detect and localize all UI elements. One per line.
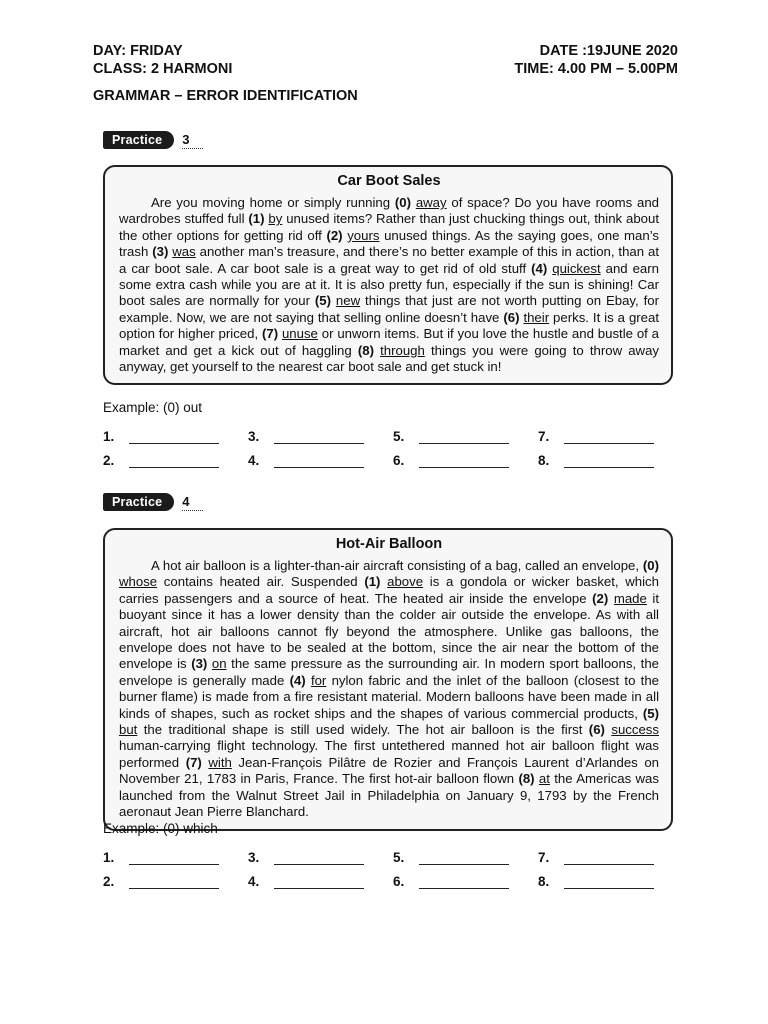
question-number: (1) — [364, 574, 381, 590]
underlined-word: on — [211, 656, 227, 672]
passage-text: is a gondola or wicker basket, which carries passengers and a source of heat. The heated air inside the envelope — [119, 574, 659, 606]
passage-body — [119, 558, 659, 821]
answer-blanks — [103, 420, 683, 468]
answer-number: 6. — [393, 874, 405, 889]
practice-number: 3 — [182, 132, 203, 149]
answer-item — [103, 841, 248, 865]
passage-text: A hot air balloon is a lighter-than-air aircraft consisting of a bag, called an envelope, — [151, 558, 643, 573]
time-label: TIME: 4.00 PM – 5.00PM — [514, 61, 678, 77]
passage-text: of space? Do you have rooms and wardrobes stuffed full — [119, 195, 659, 227]
passage-text: contains heated air. Suspended — [157, 574, 365, 590]
answer-blank-line[interactable] — [564, 429, 654, 444]
passage-text: unused things. As the saying goes, one man’s trash — [119, 227, 659, 260]
answer-number: 3. — [248, 429, 260, 444]
answer-number: 8. — [538, 453, 550, 468]
question-number: (4) — [531, 260, 548, 276]
answer-blank-line[interactable] — [129, 874, 219, 889]
question-number: (1) — [248, 211, 265, 227]
day-label: DAY: FRIDAY — [93, 43, 183, 59]
passage-text: things you were going to throw away anyway, get yourself to the nearest car boot sale and get stuck in! — [119, 342, 659, 375]
underlined-word: quickest — [552, 260, 601, 276]
example-answer: Example: (0) which — [103, 821, 218, 836]
answer-blank-line[interactable] — [419, 453, 509, 468]
underlined-word: above — [387, 574, 424, 590]
answer-blank-line[interactable] — [564, 850, 654, 865]
answer-item — [393, 420, 538, 444]
question-number: (0) — [642, 558, 659, 573]
passage-text: unused items? Rather than just chucking things out, think about the other options for getting rid off — [119, 211, 659, 243]
underlined-word: with — [208, 754, 232, 770]
underlined-word: unuse — [281, 326, 318, 342]
question-number: (2) — [592, 590, 609, 606]
passage-text: it buoyant since it has a lower density than the colder air outside the envelope. As with all aircraft, hot air balloons cannot fly beyond the atmosphere. Unlike gas balloons, the envelope does not have to be sealed at the bottom, since the air near the bottom of the envelope is — [119, 590, 660, 672]
answer-row — [103, 841, 683, 865]
answer-item — [393, 865, 538, 889]
answer-item — [538, 841, 683, 865]
answer-item — [538, 420, 683, 444]
question-number: (2) — [326, 227, 343, 243]
passage-text: human-carrying flight technology. The first untethered manned hot air balloon flight was performed — [119, 738, 659, 770]
answer-number: 2. — [103, 453, 115, 468]
answer-number: 2. — [103, 874, 115, 889]
passage-text: the traditional shape is still used widely. The hot air balloon is the first — [137, 722, 589, 738]
underlined-word: by — [268, 211, 283, 227]
answer-item — [103, 444, 248, 468]
question-number: (3) — [152, 244, 169, 260]
subject-title: GRAMMAR – ERROR IDENTIFICATION — [93, 88, 358, 104]
header — [93, 42, 678, 78]
answer-number: 5. — [393, 850, 405, 865]
answer-blank-line[interactable] — [274, 453, 364, 468]
answer-blank-line[interactable] — [274, 429, 364, 444]
answer-number: 5. — [393, 429, 405, 444]
question-number: (5) — [642, 705, 659, 721]
answer-item — [393, 841, 538, 865]
answer-number: 3. — [248, 850, 260, 865]
answer-number: 1. — [103, 429, 115, 444]
example-answer: Example: (0) out — [103, 400, 203, 415]
passage-text: the Americas was launched from the Walnut Street Jail in Philadelphia on January 9, 1793 by the French aeronaut Jean Pierre Blanchard. — [119, 771, 659, 820]
answer-row — [103, 420, 683, 444]
question-number: (7) — [185, 754, 202, 770]
passage-paragraph — [119, 195, 659, 375]
answer-item — [248, 420, 393, 444]
answer-blank-line[interactable] — [419, 429, 509, 444]
answer-item — [248, 444, 393, 468]
date-label: DATE :19JUNE 2020 — [539, 43, 678, 59]
answer-number: 4. — [248, 874, 260, 889]
passage-text: nylon fabric and the inlet of the balloon (closest to the burner flame) is made from a fire resistant material. Modern balloons have been made in all kinds of shapes, such as rocket ships and the shapes of various commercial products, — [119, 672, 659, 721]
answer-blank-line[interactable] — [419, 874, 509, 889]
underlined-word: for — [310, 672, 327, 688]
underlined-word: success — [611, 722, 659, 738]
passage-paragraph — [119, 558, 659, 821]
answer-number: 7. — [538, 850, 550, 865]
answer-row — [103, 444, 683, 468]
underlined-word: away — [415, 195, 447, 210]
hot-air-balloon-passage — [103, 528, 673, 831]
underlined-word: yours — [347, 227, 380, 243]
practice-4-heading — [103, 493, 203, 511]
answer-number: 4. — [248, 453, 260, 468]
answer-blank-line[interactable] — [564, 874, 654, 889]
answer-item — [248, 865, 393, 889]
question-number: (7) — [261, 326, 279, 342]
question-number: (3) — [191, 656, 208, 672]
passage-text: things that just are not worth putting on Ebay, for example. Now, we are not saying that selling online doesn’t have — [119, 293, 659, 325]
underlined-word: whose — [119, 574, 158, 590]
answer-item — [538, 865, 683, 889]
answer-item — [103, 420, 248, 444]
passage-text: the same pressure as the surrounding air. In modern sport balloons, the envelope is generally made — [119, 656, 659, 688]
passage-text: or unworn items. But if you love the hustle and bustle of a market and get a kick out of haggling — [119, 326, 659, 358]
answer-blanks — [103, 841, 683, 889]
question-number: (8) — [518, 771, 535, 787]
underlined-word: at — [538, 771, 550, 787]
practice-badge: Practice — [103, 493, 174, 511]
question-number: (6) — [588, 722, 605, 738]
practice-3-heading — [103, 131, 203, 149]
answer-number: 1. — [103, 850, 115, 865]
passage-title: Car Boot Sales — [337, 173, 441, 189]
answer-number: 7. — [538, 429, 550, 444]
passage-body — [119, 195, 659, 375]
answer-blank-line[interactable] — [419, 850, 509, 865]
header-row-1 — [93, 42, 678, 60]
answer-blank-line[interactable] — [564, 453, 654, 468]
passage-text: and earn some extra cash while you are at it. It is also pretty fun, especially if the sun is shining! Car boot sales are normally for your — [119, 260, 659, 309]
underlined-word: was — [172, 244, 196, 260]
answer-item — [393, 444, 538, 468]
passage-text: Are you moving home or simply running — [151, 195, 395, 210]
passage-text: perks. It is a great option for higher priced, — [119, 309, 659, 342]
practice-badge: Practice — [103, 131, 174, 149]
answer-number: 8. — [538, 874, 550, 889]
underlined-word: their — [523, 309, 550, 325]
question-number: (5) — [314, 293, 331, 309]
underlined-word: new — [335, 293, 361, 309]
practice-number: 4 — [182, 494, 203, 511]
answer-item — [538, 444, 683, 468]
answer-item — [103, 865, 248, 889]
answer-blank-line[interactable] — [274, 850, 364, 865]
question-number: (0) — [394, 195, 412, 210]
answer-blank-line[interactable] — [129, 453, 219, 468]
car-boot-sales-passage — [103, 165, 673, 385]
underlined-word: but — [119, 722, 138, 738]
question-number: (4) — [289, 672, 306, 688]
underlined-word: through — [380, 342, 425, 358]
question-number: (6) — [503, 309, 520, 325]
answer-blank-line[interactable] — [274, 874, 364, 889]
answer-number: 6. — [393, 453, 405, 468]
question-number: (8) — [357, 342, 374, 358]
answer-row — [103, 865, 683, 889]
class-label: CLASS: 2 HARMONI — [93, 61, 233, 77]
passage-title: Hot-Air Balloon — [335, 536, 443, 552]
header-row-2 — [93, 60, 678, 78]
answer-blank-line[interactable] — [129, 850, 219, 865]
passage-text: Jean-François Pilâtre de Rozier and François Laurent d’Arlandes on November 21, 1783 in Paris, France. The first hot-air balloon flown — [119, 754, 659, 787]
passage-text: another man’s treasure, and there’s no better example of this in action, than at a car boot sale. A car boot sale is a great way to get rid of old stuff — [119, 244, 659, 276]
answer-blank-line[interactable] — [129, 429, 219, 444]
answer-item — [248, 841, 393, 865]
underlined-word: made — [613, 590, 647, 606]
